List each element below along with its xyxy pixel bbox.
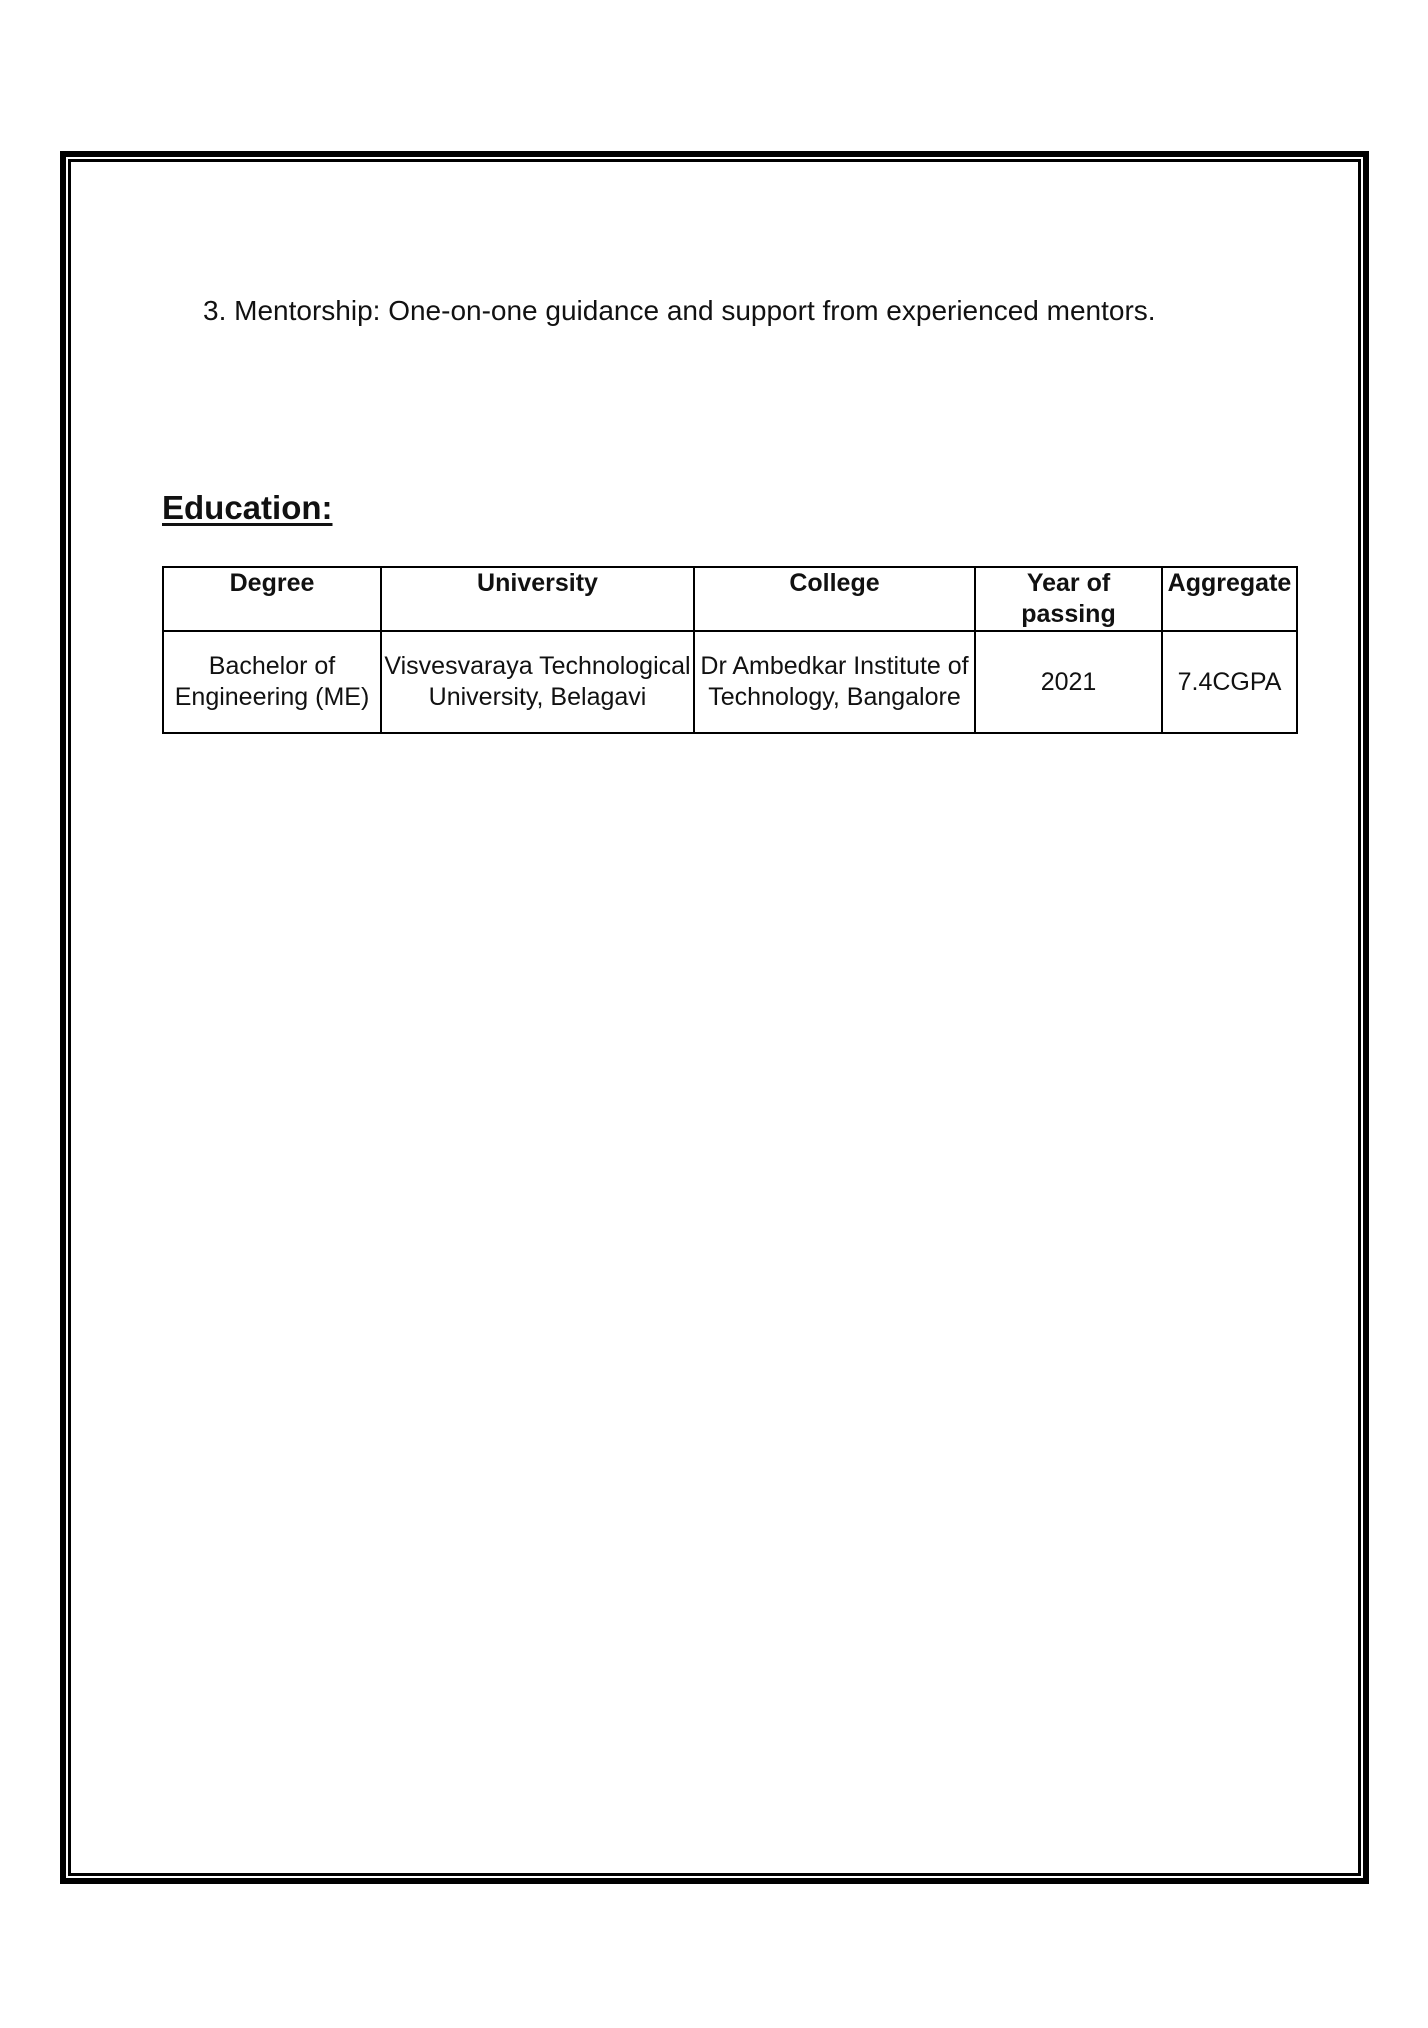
education-table	[162, 566, 1298, 734]
header-degree: Degree	[163, 567, 381, 631]
table-header-row	[163, 567, 1297, 631]
cell-aggregate: 7.4CGPA	[1162, 631, 1297, 733]
education-heading: Education:	[162, 489, 333, 526]
table-row	[163, 631, 1297, 733]
header-college: College	[694, 567, 975, 631]
mentorship-item: 3. Mentorship: One-on-one guidance and support from experienced mentors.	[203, 295, 1156, 326]
cell-college: Dr Ambedkar Institute of Technology, Bangalore	[694, 631, 975, 733]
header-university: University	[381, 567, 694, 631]
header-aggregate: Aggregate	[1162, 567, 1297, 631]
cell-degree: Bachelor of Engineering (ME)	[163, 631, 381, 733]
cell-university: Visvesvaraya Technological University, Belagavi	[381, 631, 694, 733]
page-border-inner	[68, 159, 1361, 1876]
header-year-of-passing: Year of passing	[975, 567, 1162, 631]
cell-year: 2021	[975, 631, 1162, 733]
